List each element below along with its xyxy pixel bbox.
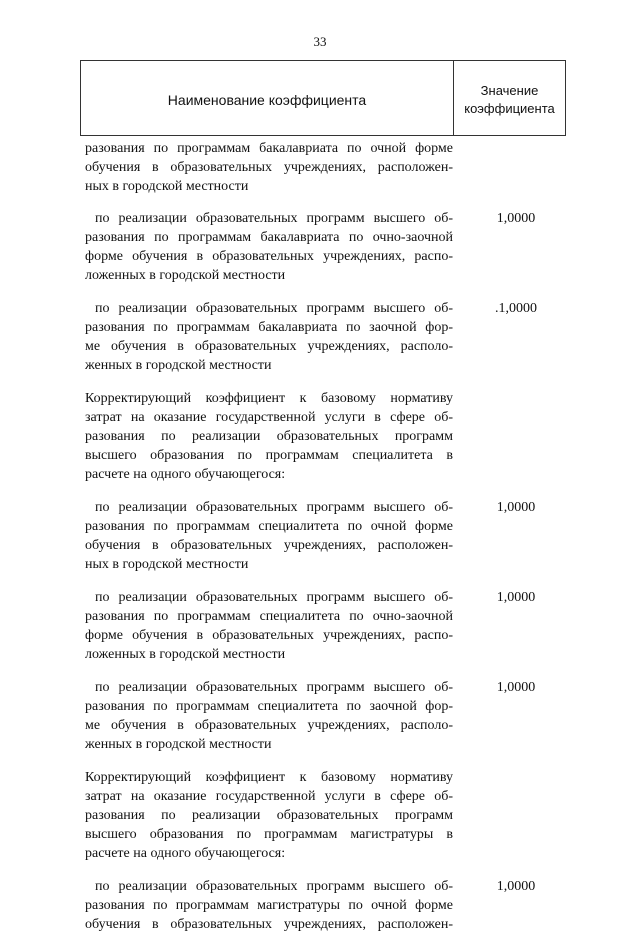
text-line: форме обучения в образовательных учреждениях, распо- [85, 249, 453, 264]
header-value-line-2: коэффициента [464, 101, 555, 116]
header-value-line-1: Значение [480, 83, 539, 98]
coefficient-name [85, 209, 453, 285]
text-line: разования по программам бакалавриата по очно-заочной [85, 230, 453, 245]
text-line: разования по программам магистратуры по очной форме [85, 898, 453, 913]
text-line: разования по программам бакалавриата по заочной фор- [85, 320, 453, 335]
text-line: обучения в образовательных учреждениях, расположен- [85, 160, 453, 175]
coefficient-value: 1,0000 [496, 211, 536, 226]
text-line: ложенных в городской местности [85, 647, 286, 662]
text-line: ложенных в городской местности [85, 268, 286, 283]
text-line: по реализации образовательных программ высшего об- [95, 211, 453, 226]
header-name-column: Наименование коэффициента [81, 61, 454, 135]
coefficient-name [85, 588, 453, 664]
table-header [80, 60, 566, 136]
table-row [85, 588, 565, 664]
text-line: форме обучения в образовательных учреждениях, распо- [85, 628, 453, 643]
text-line: обучения в образовательных учреждениях, расположен- [85, 538, 453, 553]
text-line: разования по программам специалитета по очно-заочной [85, 609, 453, 624]
table-row [85, 209, 565, 285]
text-line: женных в городской местности [85, 358, 272, 373]
text-line: женных в городской местности [85, 737, 272, 752]
text-line: затрат на оказание государственной услуги в сфере об- [85, 789, 453, 804]
text-line: расчете на одного обучающегося: [85, 467, 286, 482]
coefficient-value: 1,0000 [496, 590, 536, 605]
text-line: расчете на одного обучающегося: [85, 846, 286, 861]
text-line: высшего образования по программам специалитета в [85, 448, 453, 463]
table-row [85, 139, 565, 196]
text-line: по реализации образовательных программ высшего об- [95, 680, 453, 695]
text-line: обучения в образовательных учреждениях, расположен- [85, 917, 453, 932]
text-line: ных в городской местности [85, 557, 249, 572]
text-line: высшего образования по программам магистратуры в [85, 827, 453, 842]
header-value-column [454, 61, 565, 135]
table-row [85, 768, 565, 863]
text-line: разования по программам специалитета по очной форме [85, 519, 453, 534]
coefficient-name [85, 768, 453, 863]
coefficient-value: 1,0000 [496, 879, 536, 894]
coefficient-name [85, 389, 453, 484]
table-row [85, 678, 565, 754]
coefficient-name [85, 678, 453, 754]
text-line: ме обучения в образовательных учреждениях, располо- [85, 718, 453, 733]
text-line: разования по реализации образовательных программ [85, 808, 453, 823]
text-line: затрат на оказание государственной услуги в сфере об- [85, 410, 453, 425]
text-line: по реализации образовательных программ высшего об- [95, 301, 453, 316]
table-row [85, 299, 565, 375]
coefficient-name [85, 139, 453, 196]
coefficient-name [85, 877, 453, 934]
table-row [85, 498, 565, 574]
coefficient-name [85, 498, 453, 574]
text-line: Корректирующий коэффициент к базовому нормативу [85, 391, 453, 406]
page-number: 33 [313, 34, 327, 49]
table-body [85, 139, 565, 948]
text-line: разования по программам специалитета по заочной фор- [85, 699, 453, 714]
coefficient-value: 1,0000 [496, 500, 536, 515]
coefficient-value: .1,0000 [495, 301, 537, 316]
text-line: по реализации образовательных программ высшего об- [95, 879, 453, 894]
text-line: разования по реализации образовательных программ [85, 429, 453, 444]
coefficient-value: 1,0000 [496, 680, 536, 695]
text-line: ме обучения в образовательных учреждениях, располо- [85, 339, 453, 354]
table-row [85, 389, 565, 484]
text-line: Корректирующий коэффициент к базовому нормативу [85, 770, 453, 785]
text-line: по реализации образовательных программ высшего об- [95, 590, 453, 605]
text-line: разования по программам бакалавриата по очной форме [85, 141, 453, 156]
coefficient-name [85, 299, 453, 375]
text-line: по реализации образовательных программ высшего об- [95, 500, 453, 515]
table-row [85, 877, 565, 934]
text-line: ных в городской местности [85, 179, 249, 194]
